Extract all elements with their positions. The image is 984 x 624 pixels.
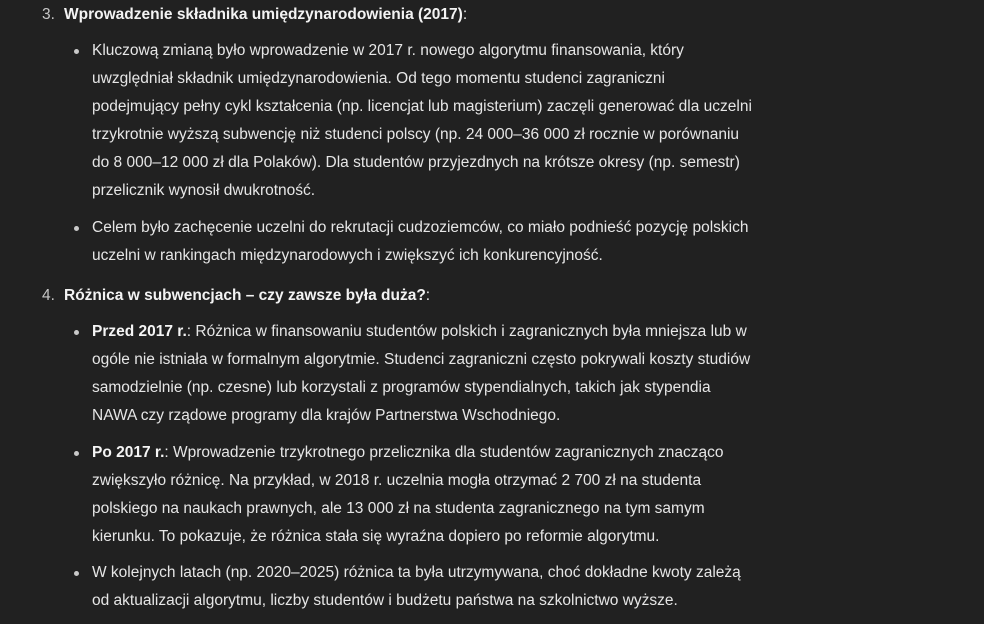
top-toolbar-partial — [894, 0, 984, 2]
list-number: 3. — [42, 6, 55, 23]
bullet-icon — [74, 571, 79, 576]
list-item — [64, 37, 812, 205]
paragraph-line: W kolejnych latach (np. 2020–2025) różnica ta była utrzymywana, choć dokładne kwoty zależą — [92, 564, 741, 581]
heading-colon: : — [462, 6, 468, 23]
list-item-heading — [64, 1, 812, 29]
list-item — [64, 214, 812, 270]
paragraph-line: kierunku. To pokazuje, że różnica stała się wyraźna dopiero po reformie algorytmu. — [92, 528, 660, 545]
bold-label: Przed 2017 r. — [92, 323, 187, 340]
paragraph-line: ogóle nie istniała w formalnym algorytmie. Studenci zagraniczni często pokrywali koszty studiów — [92, 351, 751, 368]
list-item — [64, 318, 812, 430]
paragraph-line: uczelni w rankingach międzynarodowych i zwiększyć ich konkurencyjność. — [92, 247, 603, 264]
list-number: 4. — [42, 287, 55, 304]
list-item — [64, 559, 812, 615]
paragraph-line: do 8 000–12 000 zł dla Polaków). Dla studentów przyjezdnych na krótsze okresy (np. semestr) — [92, 154, 740, 171]
heading-bold-text: Różnica w subwencjach – czy zawsze była duża? — [64, 287, 426, 304]
paragraph-line: podejmujący pełny cykl kształcenia (np. licencjat lub magisterium) zaczęli generować dla uczelni — [92, 98, 752, 115]
bullet-icon — [74, 330, 79, 335]
ordered-list-item-3 — [42, 1, 812, 270]
list-item — [64, 439, 812, 551]
bullet-list — [64, 318, 812, 615]
paragraph-line: trzykrotnie wyższą subwencję niż studenci polscy (np. 24 000–36 000 zł rocznie w porównaniu — [92, 126, 740, 143]
paragraph-line: polskiego na naukach prawnych, ale 13 000 zł na studenta zagranicznego na tym samym — [92, 500, 705, 517]
bullet-icon — [74, 49, 79, 54]
paragraph-line: uwzględniał składnik umiędzynarodowienia. Od tego momentu studenci zagraniczni — [92, 70, 665, 87]
bold-label: Po 2017 r. — [92, 444, 165, 461]
bullet-icon — [74, 451, 79, 456]
paragraph-line: Celem było zachęcenie uczelni do rekrutacji cudzoziemców, co miało podnieść pozycję polskich — [92, 219, 749, 236]
bullet-icon — [74, 226, 79, 231]
paragraph-line: zwiększyło różnicę. Na przykład, w 2018 r. uczelnia mogła otrzymać 2 700 zł na studenta — [92, 472, 702, 489]
paragraph-line: NAWA czy rządowe programy dla krajów Partnerstwa Wschodniego. — [92, 407, 561, 424]
paragraph-line: : Różnica w finansowaniu studentów polskich i zagranicznych była mniejsza lub w — [186, 323, 747, 340]
paragraph-line: : Wprowadzenie trzykrotnego przelicznika dla studentów zagranicznych znacząco — [164, 444, 724, 461]
paragraph-line: przelicznik wynosił dwukrotność. — [92, 182, 316, 199]
ordered-list-item-4 — [42, 282, 812, 615]
list-item-heading — [64, 282, 812, 310]
heading-colon: : — [425, 287, 431, 304]
heading-bold-text: Wprowadzenie składnika umiędzynarodowienia (2017) — [64, 6, 463, 23]
response-content — [42, 0, 812, 615]
bullet-list — [64, 37, 812, 270]
paragraph-line: od aktualizacji algorytmu, liczby studentów i budżetu państwa na szkolnictwo wyższe. — [92, 592, 678, 609]
paragraph-line: samodzielnie (np. czesne) lub korzystali z programów stypendialnych, takich jak stypendia — [92, 379, 711, 396]
paragraph-line: Kluczową zmianą było wprowadzenie w 2017 r. nowego algorytmu finansowania, który — [92, 42, 684, 59]
